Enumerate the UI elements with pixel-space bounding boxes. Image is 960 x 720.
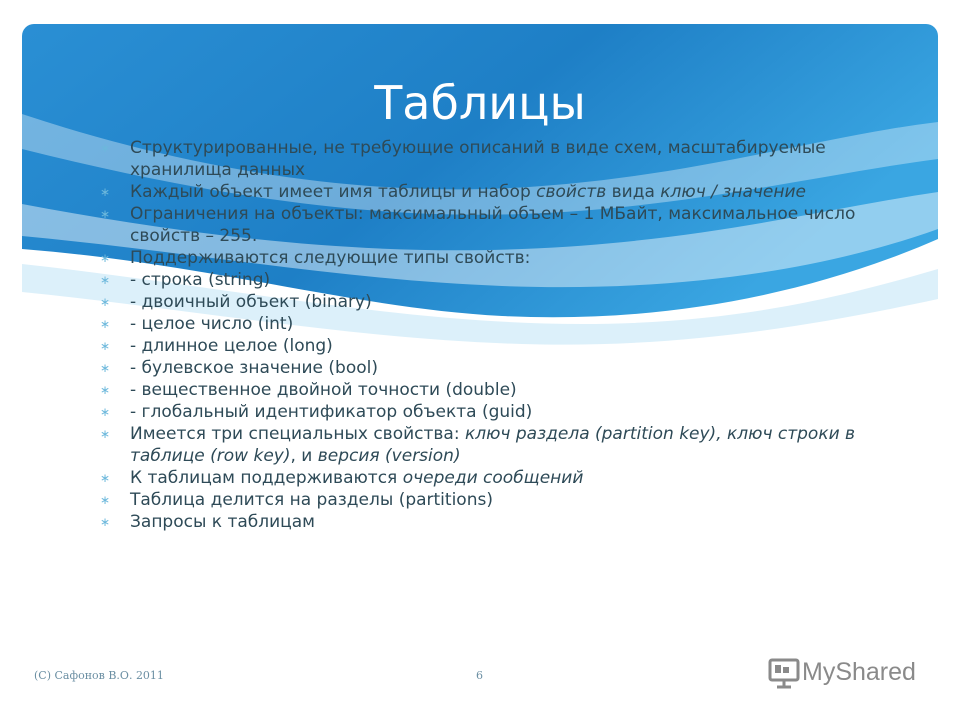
bullet-marker: ∗ [100,273,111,287]
italic-run: версия (version) [317,446,461,466]
bullet-text [130,401,532,423]
text-run: Поддерживаются следующие типы свойств: [130,248,531,268]
bullet-text [130,181,806,203]
bullet-item [100,401,890,423]
text-run: Каждый объект имеет имя таблицы и набор [130,182,537,202]
bullet-text [130,489,493,511]
bullet-text [130,313,293,335]
text-run: К таблицам поддерживаются [130,468,403,488]
italic-run: свойств [536,182,607,202]
bullet-marker: ∗ [100,383,111,397]
bullet-marker: ∗ [100,405,111,419]
text-run: - вещественное двойной точности (double) [130,380,517,400]
text-run: - глобальный идентификатор объекта (guid) [130,402,533,422]
footer-copyright: (C) Сафонов В.О. 2011 [34,669,164,682]
bullet-item [100,203,890,247]
bullet-marker: ∗ [100,295,111,309]
text-run: вида [606,182,661,202]
page-number: 6 [476,669,483,682]
text-run: Таблица делится на разделы (partitions) [130,490,493,510]
bullet-marker: ∗ [100,317,111,331]
bullet-marker: ∗ [100,141,111,155]
bullet-text [130,379,517,401]
bullet-text [130,467,583,489]
bullet-item [100,291,890,313]
bullet-item [100,511,890,533]
bullet-item [100,357,890,379]
text-run: Структурированные, не требующие описаний в виде схем, масштабируемые хранилища данных [130,138,826,180]
bullet-marker: ∗ [100,493,111,507]
text-run: - длинное целое (long) [130,336,333,356]
bullet-marker: ∗ [100,251,111,265]
bullet-item [100,181,890,203]
bullet-item [100,423,890,467]
italic-run: ключ / значение [660,182,807,202]
text-run: Ограничения на объекты: максимальный объем – 1 МБайт, максимальное число свойств – 255. [130,204,856,246]
bullet-item [100,313,890,335]
slide [22,24,938,672]
text-run: - двоичный объект (binary) [130,292,372,312]
bullet-list [100,137,890,533]
text-run: Запросы к таблицам [130,512,315,532]
bullet-marker: ∗ [100,515,111,529]
bullet-text [130,269,270,291]
bullet-marker: ∗ [100,471,111,485]
watermark-logo [766,654,916,690]
bullet-marker: ∗ [100,339,111,353]
presentation-board-icon [766,654,802,690]
watermark-text: MyShared [802,657,916,686]
bullet-item [100,247,890,269]
italic-run: ключ раздела (partition key), ключ строки в таблице (row key) [130,424,856,466]
bullet-marker: ∗ [100,207,111,221]
bullet-text [130,291,372,313]
bullet-marker: ∗ [100,427,111,441]
bullet-item [100,489,890,511]
bullet-text [130,423,890,467]
text-run: Имеется три специальных свойства: [130,424,465,444]
bullet-marker: ∗ [100,361,111,375]
text-run: - строка (string) [130,270,271,290]
slide-title: Таблицы [374,76,586,130]
bullet-text [130,357,378,379]
bullet-item [100,269,890,291]
italic-run: очереди сообщений [402,468,584,488]
text-run: - булевское значение (bool) [130,358,378,378]
text-run: , и [290,446,318,466]
bullet-text [130,247,530,269]
bullet-text [130,335,333,357]
bullet-item [100,335,890,357]
bullet-text [130,203,890,247]
bullet-item [100,137,890,181]
text-run: - целое число (int) [130,314,294,334]
bullet-text [130,511,315,533]
bullet-marker: ∗ [100,185,111,199]
bullet-item [100,467,890,489]
bullet-item [100,379,890,401]
bullet-text [130,137,890,181]
